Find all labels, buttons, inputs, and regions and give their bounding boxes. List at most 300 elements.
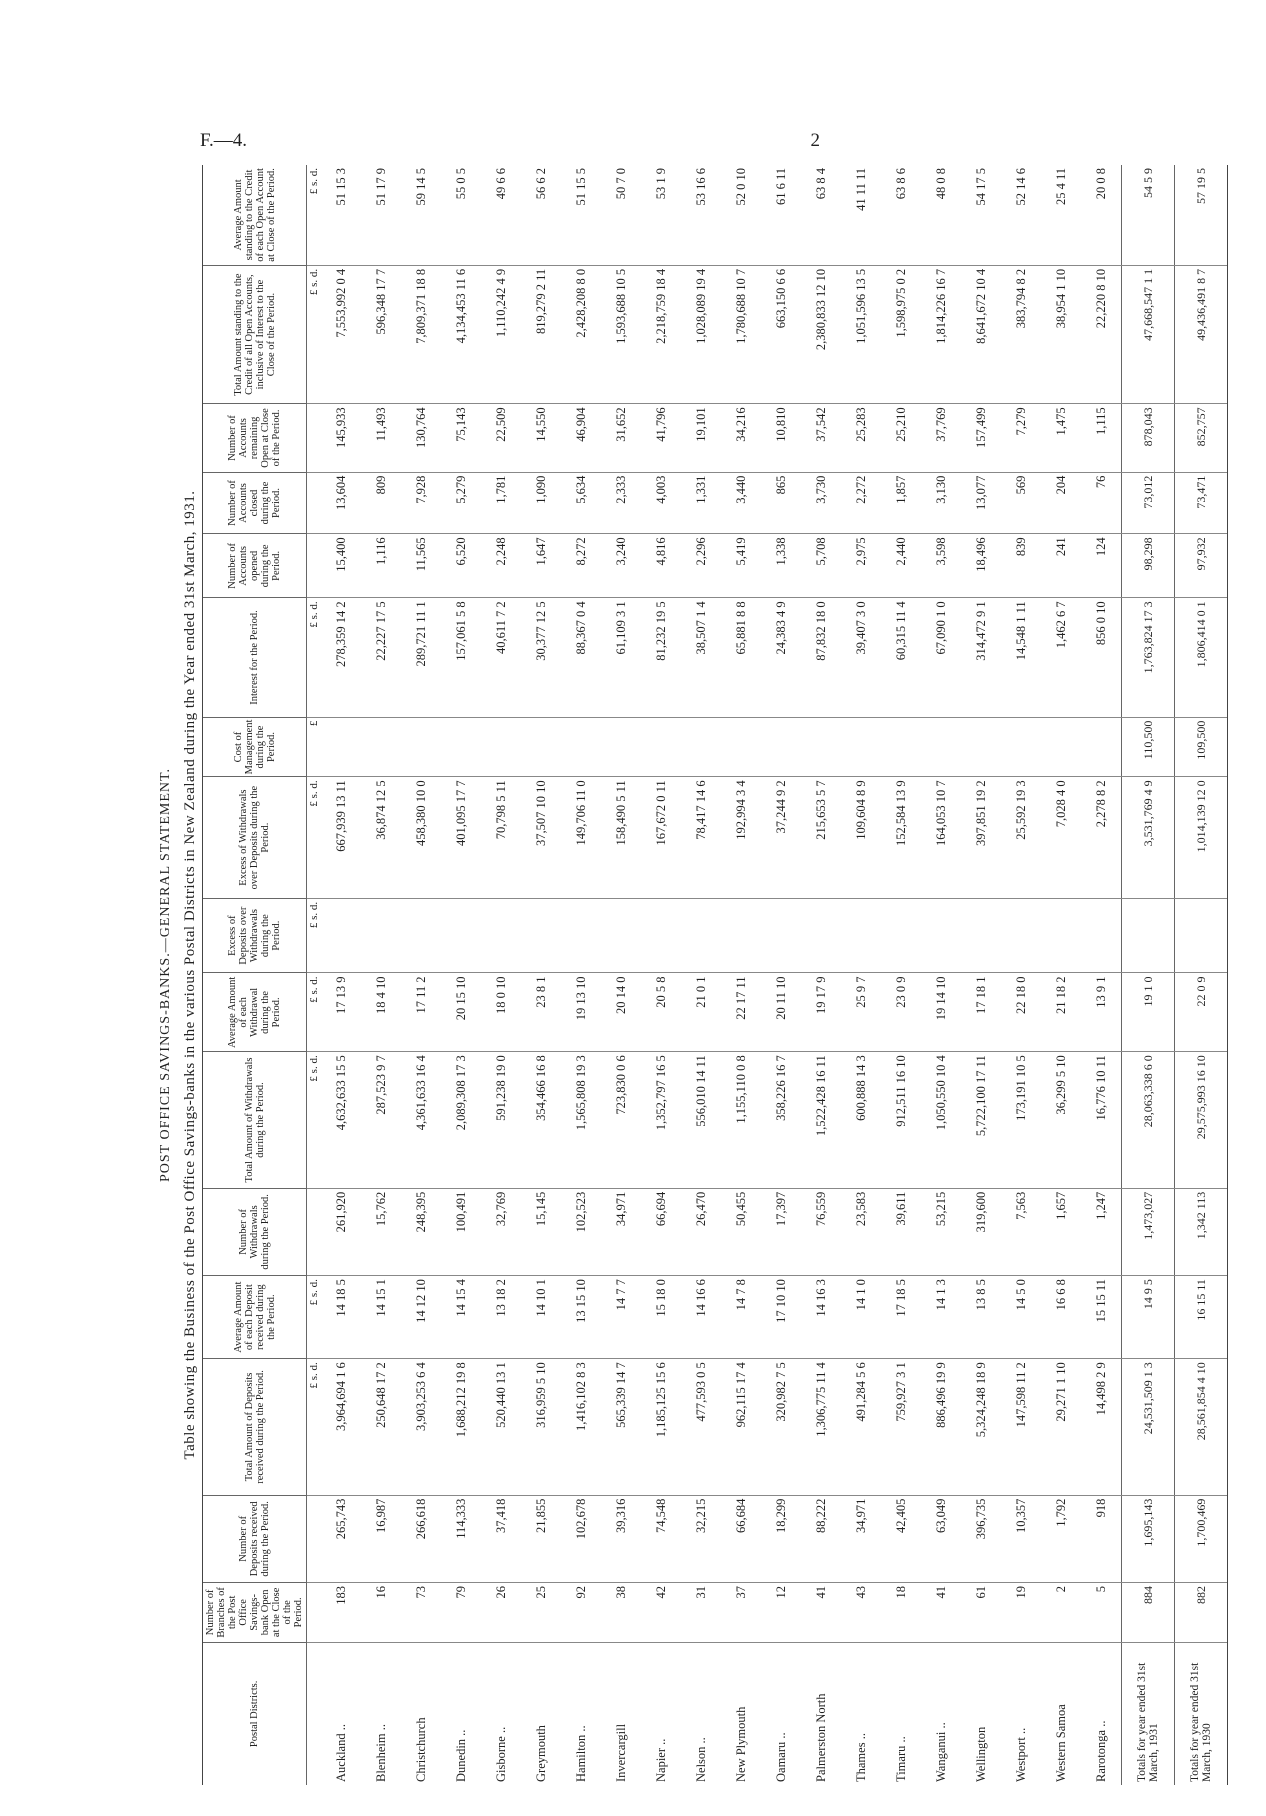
totals-row [1175,165,1228,1785]
table-cell: 114,333 [441,1495,481,1582]
table-cell: 3,730 [801,472,841,534]
table-cell: 5,722,100 17 11 [961,1052,1001,1188]
table-cell: 70,798 5 11 [481,777,521,899]
table-cell: 6,520 [441,534,481,598]
table-cell: 5 [1081,1583,1122,1643]
table-cell: 4,632,633 15 5 [321,1052,361,1188]
column-header: Average Amount of each Withdrawal during the Period. [203,973,307,1052]
table-cell: 55 0 5 [441,165,481,265]
table-cell [921,898,961,973]
table-cell [401,898,441,973]
district-name: Greymouth [533,1725,548,1782]
table-row [881,165,921,1785]
column-header: Total Amount of Withdrawals during the Period. [203,1052,307,1188]
district-name: Westport .. [1013,1727,1028,1782]
table-cell: 250,648 17 2 [361,1359,401,1495]
table-cell: 287,523 9 7 [361,1052,401,1188]
table-cell: 19,101 [681,404,721,472]
table-cell: 591,238 19 0 [481,1052,521,1188]
table-cell: 50 7 0 [601,165,641,265]
table-cell [721,898,761,973]
unit-cell [307,404,322,472]
totals-cell: 882 [1175,1583,1228,1643]
totals-label: Totals for year ended 31st March, 1930 [1175,1642,1228,1785]
table-cell: 11,565 [401,534,441,598]
table-cell: 21,855 [521,1495,561,1582]
table-cell: 2,296 [681,534,721,598]
table-cell: 25,210 [881,404,921,472]
table-row [641,165,681,1785]
table-cell: 23 8 1 [521,973,561,1052]
table-cell: 1,814,226 16 7 [921,265,961,404]
table-cell: 2,428,208 8 0 [561,265,601,404]
table-cell: 36,299 5 10 [1041,1052,1081,1188]
table-cell: 52 0 10 [721,165,761,265]
unit-cell [307,534,322,598]
totals-cell: 1,014,139 12 0 [1175,777,1228,899]
table-cell: 20 5 8 [641,973,681,1052]
unit-cell: £ s. d. [307,777,322,899]
column-header: Number of Deposits received during the Period. [203,1495,307,1582]
district-name: Palmerston North [813,1693,828,1782]
table-cell: 30,377 12 5 [521,598,561,717]
table-cell: 23,583 [841,1188,881,1275]
table-cell: 3,130 [921,472,961,534]
table-cell: 13,077 [961,472,1001,534]
table-row [561,165,601,1785]
table-cell: 14 15 1 [361,1276,401,1359]
table-cell: 819,279 2 11 [521,265,561,404]
table-cell: 7,028 4 0 [1041,777,1081,899]
table-cell: 1,792 [1041,1495,1081,1582]
table-cell: 556,010 14 11 [681,1052,721,1188]
table-cell: 7,279 [1001,404,1041,472]
table-cell: 1,780,688 10 7 [721,265,761,404]
table-cell: 78,417 14 6 [681,777,721,899]
table-cell [321,717,361,777]
table-cell [481,898,521,973]
table-cell: 10,810 [761,404,801,472]
table-cell: 401,095 17 7 [441,777,481,899]
table-row [481,165,521,1785]
table-cell: 886,496 19 9 [921,1359,961,1495]
table-cell [1081,898,1122,973]
table-cell: 87,832 18 0 [801,598,841,717]
table-cell: 109,604 8 9 [841,777,881,899]
table-cell: 19 14 10 [921,973,961,1052]
totals-cell [1122,898,1175,973]
unit-cell: £ s. d. [307,598,322,717]
table-cell: 2,333 [601,472,641,534]
table-row [961,165,1001,1785]
table-cell: 25 4 11 [1041,165,1081,265]
table-cell: 37,507 10 10 [521,777,561,899]
totals-cell: 884 [1122,1583,1175,1643]
table-cell: 38,954 1 10 [1041,265,1081,404]
table-cell: 316,959 5 10 [521,1359,561,1495]
statement-title: POST OFFICE SAVINGS-BANKS.—GENERAL STATEMENT. [158,768,173,1183]
table-cell: 1,647 [521,534,561,598]
table-cell: 53,215 [921,1188,961,1275]
table-cell: 20 15 10 [441,973,481,1052]
table-cell: 59 14 5 [401,165,441,265]
table-cell: 183 [321,1583,361,1643]
table-cell: 565,339 14 7 [601,1359,641,1495]
district-name: Wanganui .. [933,1722,948,1782]
table-cell: 164,053 10 7 [921,777,961,899]
table-cell: 1,090 [521,472,561,534]
table-cell: 14,498 2 9 [1081,1359,1122,1495]
table-cell: 663,150 6 6 [761,265,801,404]
table-cell: 18,299 [761,1495,801,1582]
unit-cell: £ s. d. [307,265,322,404]
table-cell: 11,493 [361,404,401,472]
table-cell: 1,565,808 19 3 [561,1052,601,1188]
table-cell: 13,604 [321,472,361,534]
table-cell: 2,272 [841,472,881,534]
totals-cell: 57 19 5 [1175,165,1228,265]
table-cell: 37,418 [481,1495,521,1582]
table-cell: 41 [801,1583,841,1643]
table-cell: 12 [761,1583,801,1643]
page-header [200,130,820,152]
table-cell: 53 1 9 [641,165,681,265]
table-row [1001,165,1041,1785]
district-name: Rarotonga .. [1093,1720,1108,1782]
table-cell: 13 15 10 [561,1276,601,1359]
table-cell: 8,641,672 10 4 [961,265,1001,404]
unit-cell [307,1583,322,1643]
table-cell: 1,688,212 19 8 [441,1359,481,1495]
district-name: New Plymouth [733,1706,748,1782]
table-cell: 1,155,110 0 8 [721,1052,761,1188]
table-cell [721,717,761,777]
table-cell: 37 [721,1583,761,1643]
table-cell: 14 5 0 [1001,1276,1041,1359]
table-cell: 4,816 [641,534,681,598]
table-cell: 7,553,992 0 4 [321,265,361,404]
district-name: Invercargill [613,1723,628,1782]
table-cell: 43 [841,1583,881,1643]
totals-cell: 1,806,414 0 1 [1175,598,1228,717]
column-header: Number of Branches of the Post Office Savings-bank Open at the Close of the Period. [203,1583,307,1643]
totals-cell: 47,668,547 1 1 [1122,265,1175,404]
table-cell: 67,090 1 0 [921,598,961,717]
table-cell: 66,684 [721,1495,761,1582]
column-header: Total Amount standing to the Credit of all Open Accounts, inclusive of Interest to the Close of the Period. [203,265,307,404]
table-cell: 1,522,428 16 11 [801,1052,841,1188]
district-name: Gisborne .. [493,1726,508,1782]
table-cell: 3,240 [601,534,641,598]
table-cell: 13 9 1 [1081,973,1122,1052]
table-cell: 1,306,775 11 4 [801,1359,841,1495]
table-cell: 41,796 [641,404,681,472]
district-name: Auckland .. [333,1724,348,1782]
table-cell: 1,051,596 13 5 [841,265,881,404]
table-cell: 667,939 13 11 [321,777,361,899]
table-cell: 7,809,371 18 8 [401,265,441,404]
table-cell [441,717,481,777]
totals-cell: 22 0 9 [1175,973,1228,1052]
table-cell: 65,881 8 8 [721,598,761,717]
table-cell: 314,472 9 1 [961,598,1001,717]
table-cell: 4,134,453 11 6 [441,265,481,404]
unit-cell: £ s. d. [307,1359,322,1495]
table-cell [761,717,801,777]
column-header: Average Amount standing to the Credit of each Open Account at Close of the Period. [203,165,307,265]
table-cell: 8,272 [561,534,601,598]
table-row [801,165,841,1785]
table-cell: 88,367 0 4 [561,598,601,717]
table-cell [881,717,921,777]
table-cell: 149,706 11 0 [561,777,601,899]
table-cell: 1,593,688 10 5 [601,265,641,404]
unit-cell [307,1642,322,1785]
table-cell: 73 [401,1583,441,1643]
header-row [203,165,307,1785]
table-cell: 167,672 0 11 [641,777,681,899]
table-cell [1041,717,1081,777]
totals-row [1122,165,1175,1785]
district-name: Oamaru .. [773,1732,788,1782]
unit-cell: £ s. d. [307,165,322,265]
district-name: Dunedin .. [453,1729,468,1782]
table-cell: 31,652 [601,404,641,472]
table-cell: 2,975 [841,534,881,598]
table-cell: 266,618 [401,1495,441,1582]
table-cell: 39,407 3 0 [841,598,881,717]
column-header: Average Amount of each Deposit received during the Period. [203,1276,307,1359]
table-cell: 396,735 [961,1495,1001,1582]
totals-cell: 1,763,824 17 3 [1122,598,1175,717]
table-cell: 1,338 [761,534,801,598]
table-cell [801,717,841,777]
table-cell: 14 12 10 [401,1276,441,1359]
table-cell [561,717,601,777]
table-cell: 66,694 [641,1188,681,1275]
table-cell: 19 [1001,1583,1041,1643]
totals-cell: 14 9 5 [1122,1276,1175,1359]
table-cell: 17 18 1 [961,973,1001,1052]
table-cell: 839 [1001,534,1041,598]
table-cell: 34,971 [601,1188,641,1275]
table-cell: 491,284 5 6 [841,1359,881,1495]
table-row [321,165,361,1785]
table-cell: 569 [1001,472,1041,534]
table-cell: 1,185,125 15 6 [641,1359,681,1495]
table-cell: 14 1 0 [841,1276,881,1359]
table-cell: 16 [361,1583,401,1643]
unit-cell [307,472,322,534]
table-cell [681,898,721,973]
table-cell: 51 17 9 [361,165,401,265]
table-cell: 25 9 7 [841,973,881,1052]
totals-cell: 110,500 [1122,717,1175,777]
table-cell: 23 0 9 [881,973,921,1052]
table-cell: 41 [921,1583,961,1643]
table-cell: 962,115 17 4 [721,1359,761,1495]
table-cell: 13 18 2 [481,1276,521,1359]
table-cell: 2,218,759 18 4 [641,265,681,404]
table-cell: 289,721 11 1 [401,598,441,717]
totals-cell: 24,531,509 1 3 [1122,1359,1175,1495]
table-row [401,165,441,1785]
table-cell [561,898,601,973]
table-cell: 36,874 12 5 [361,777,401,899]
table-cell: 63,049 [921,1495,961,1582]
table-cell: 52 14 6 [1001,165,1041,265]
table-cell: 5,634 [561,472,601,534]
district-name: Wellington [973,1726,988,1782]
table-cell [921,717,961,777]
table-cell: 50,455 [721,1188,761,1275]
unit-cell: £ [307,717,322,777]
column-header: Cost of Management during the Period. [203,717,307,777]
table-cell: 1,657 [1041,1188,1081,1275]
table-cell: 100,491 [441,1188,481,1275]
table-cell: 25,592 19 3 [1001,777,1041,899]
column-header: Excess of Deposits over Withdrawals during the Period. [203,898,307,973]
table-cell [401,717,441,777]
table-cell: 912,511 16 10 [881,1052,921,1188]
table-cell: 18,496 [961,534,1001,598]
table-cell: 3,440 [721,472,761,534]
table-cell [841,898,881,973]
table-cell: 39,611 [881,1188,921,1275]
table-cell: 20 11 10 [761,973,801,1052]
table-cell: 25,283 [841,404,881,472]
table-cell: 61 6 11 [761,165,801,265]
totals-label: Totals for year ended 31st March, 1931 [1122,1642,1175,1785]
table-cell: 1,416,102 8 3 [561,1359,601,1495]
table-cell: 19 17 9 [801,973,841,1052]
table-cell: 32,769 [481,1188,521,1275]
table-cell: 63 8 6 [881,165,921,265]
table-cell: 32,215 [681,1495,721,1582]
table-cell [681,717,721,777]
table-cell: 75,143 [441,404,481,472]
table-cell [641,717,681,777]
unit-cell [307,1188,322,1275]
district-name: Napier .. [653,1738,668,1782]
totals-cell: 1,473,027 [1122,1188,1175,1275]
table-cell: 26,470 [681,1188,721,1275]
table-cell [521,898,561,973]
table-cell: 1,781 [481,472,521,534]
table-cell: 20 0 8 [1081,165,1122,265]
table-cell: 34,971 [841,1495,881,1582]
district-name: Blenheim .. [373,1724,388,1782]
table-cell: 31 [681,1583,721,1643]
table-cell: 1,116 [361,534,401,598]
table-cell: 809 [361,472,401,534]
table-cell: 157,499 [961,404,1001,472]
table-cell: 16,776 10 11 [1081,1052,1122,1188]
column-header: Number of Accounts opened during the Period. [203,534,307,598]
table-cell: 17 18 5 [881,1276,921,1359]
unit-cell: £ s. d. [307,1052,322,1188]
unit-cell [307,1495,322,1582]
totals-cell: 28,561,854 4 10 [1175,1359,1228,1495]
table-cell: 76 [1081,472,1122,534]
table-cell: 759,927 3 1 [881,1359,921,1495]
totals-cell: 3,531,769 4 9 [1122,777,1175,899]
district-name: Christchurch [413,1717,428,1782]
table-cell: 865 [761,472,801,534]
totals-cell: 98,298 [1122,534,1175,598]
totals-cell: 109,500 [1175,717,1228,777]
table-cell [1081,717,1122,777]
column-header: Number of Accounts closed during the Period. [203,472,307,534]
report-reference: F.—4. [200,130,248,151]
table-cell: 19 13 10 [561,973,601,1052]
table-cell: 14 18 5 [321,1276,361,1359]
table-cell: 383,794 8 2 [1001,265,1041,404]
table-cell [361,717,401,777]
table-cell: 173,191 10 5 [1001,1052,1041,1188]
column-header: Number of Accounts remaining Open at Close of the Period. [203,404,307,472]
table-cell [601,717,641,777]
table-row [681,165,721,1785]
table-cell: 15,145 [521,1188,561,1275]
totals-cell [1175,898,1228,973]
table-cell: 17 13 9 [321,973,361,1052]
table-cell: 38,507 1 4 [681,598,721,717]
table-cell: 14 10 1 [521,1276,561,1359]
table-cell [321,898,361,973]
table-cell: 520,440 13 1 [481,1359,521,1495]
table-cell [801,898,841,973]
table-cell [761,898,801,973]
unit-cell: £ s. d. [307,1276,322,1359]
table-cell: 14,550 [521,404,561,472]
totals-cell: 1,700,469 [1175,1495,1228,1582]
table-cell: 102,678 [561,1495,601,1582]
table-cell: 42,405 [881,1495,921,1582]
table-cell: 2,380,833 12 10 [801,265,841,404]
table-cell: 15 18 0 [641,1276,681,1359]
table-cell: 18 4 10 [361,973,401,1052]
table-cell: 1,857 [881,472,921,534]
table-cell: 4,361,633 16 4 [401,1052,441,1188]
table-cell [441,898,481,973]
table-cell: 397,851 19 2 [961,777,1001,899]
table-cell: 600,888 14 3 [841,1052,881,1188]
totals-cell: 1,342 113 [1175,1188,1228,1275]
units-row [307,165,322,1785]
table-cell: 5,279 [441,472,481,534]
table-cell: 278,359 14 2 [321,598,361,717]
table-cell: 53 16 6 [681,165,721,265]
table-cell: 7,928 [401,472,441,534]
totals-cell: 97,932 [1175,534,1228,598]
table-cell: 157,061 5 8 [441,598,481,717]
table-cell: 2 [1041,1583,1081,1643]
table-cell: 81,232 19 5 [641,598,681,717]
table-cell: 1,050,550 10 4 [921,1052,961,1188]
table-cell: 76,559 [801,1188,841,1275]
table-cell: 56 6 2 [521,165,561,265]
table-cell: 39,316 [601,1495,641,1582]
table-cell: 14 7 8 [721,1276,761,1359]
table-cell: 21 0 1 [681,973,721,1052]
table-cell: 37,244 9 2 [761,777,801,899]
table-cell: 15,762 [361,1188,401,1275]
table-cell: 1,028,089 19 4 [681,265,721,404]
totals-cell: 28,063,338 6 0 [1122,1052,1175,1188]
table-cell: 61,109 3 1 [601,598,641,717]
table-row [601,165,641,1785]
